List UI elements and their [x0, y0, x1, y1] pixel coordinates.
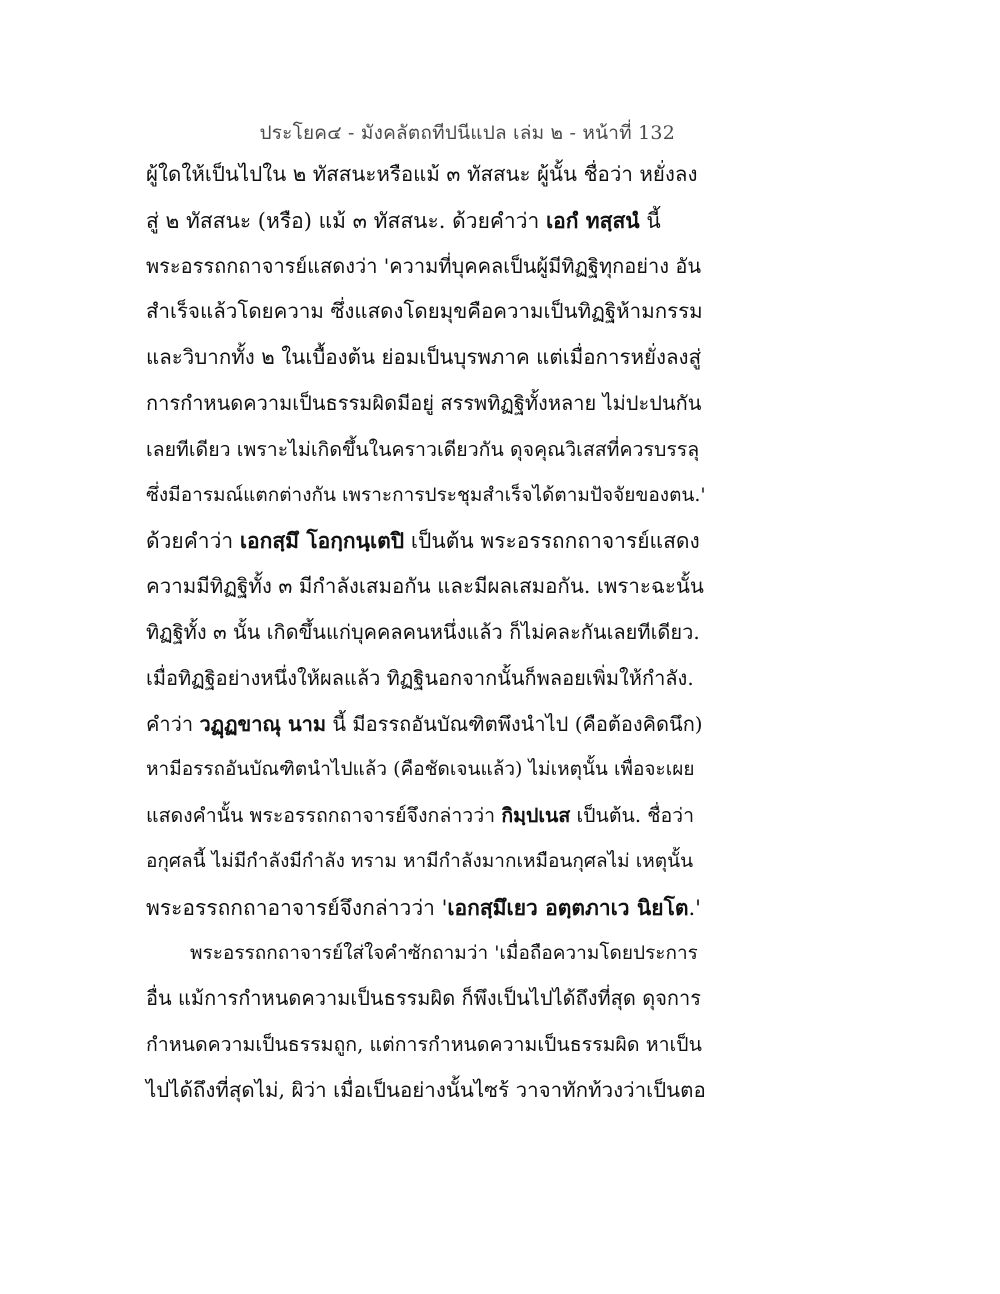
text-segment: กำหนดความเป็นธรรมถูก, แต่การกำหนดความเป็นธรรมผิด หาเป็น — [146, 1033, 702, 1057]
text-segment: เป็นต้น พระอรรถกถาจารย์แสดง — [404, 529, 700, 554]
text-line — [146, 976, 706, 1022]
text-line — [146, 793, 706, 839]
pali-term: เอกํ ทสฺสนํ — [545, 207, 640, 233]
text-line — [146, 885, 706, 931]
text-segment: ด้วยคำว่า — [146, 529, 240, 554]
text-line — [146, 381, 706, 427]
text-segment: พระอรรถกถาจารย์ใส่ใจคำซักถามว่า 'เมื่อถือความโดยประการ — [190, 941, 698, 964]
pali-term: กิมฺปเนส — [501, 804, 571, 828]
text-segment: อื่น แม้การกำหนดความเป็นธรรมผิด ก็พึงเป็นไปได้ถึงที่สุด ดุจการ — [146, 986, 702, 1011]
text-line — [146, 427, 706, 473]
text-segment: ความมีทิฏฐิทั้ง ๓ มีกำลังเสมอกัน และมีผลเสมอกัน. เพราะฉะนั้น — [146, 574, 704, 599]
text-line — [146, 931, 706, 977]
text-segment: และวิบากทั้ง ๒ ในเบื้องต้น ย่อมเป็นบุรพภาค แต่เมื่อการหยั่งลงสู่ — [146, 345, 702, 370]
text-segment: นี้ — [639, 208, 661, 233]
text-line — [146, 702, 706, 748]
text-segment: ซึ่งมีอารมณ์แตกต่างกัน เพราะการประชุมสำเร็จได้ตามปัจจัยของตน.' — [146, 483, 706, 506]
text-line — [146, 747, 706, 793]
text-line — [146, 839, 706, 885]
text-segment: สำเร็จแล้วโดยความ ซึ่งแสดงโดยมุขคือความเป็นทิฏฐิห้ามกรรม — [146, 299, 703, 324]
text-segment: ไปได้ถึงที่สุดไม่, ผิว่า เมื่อเป็นอย่างนั้นไซร้ วาจาทักท้วงว่าเป็นตอ — [146, 1077, 706, 1102]
text-segment: การกำหนดความเป็นธรรมผิดมีอยู่ สรรพทิฏฐิทั้งหลาย ไม่ปะปนกัน — [146, 390, 702, 415]
pali-term: เอกสฺมึเยว อตฺตภาเว นิยโต — [447, 894, 689, 920]
text-segment: พระอรรถกถาจารย์แสดงว่า 'ความที่บุคคลเป็นผู้มีทิฏฐิทุกอย่าง อัน — [146, 253, 702, 278]
text-segment: เมื่อทิฏฐิอย่างหนึ่งให้ผลแล้ว ทิฏฐินอกจากนั้นก็พลอยเพิ่มให้กำลัง. — [146, 665, 694, 690]
text-line — [146, 1068, 706, 1114]
text-segment: แสดงคำนั้น พระอรรถกถาจารย์จึงกล่าวว่า — [146, 804, 502, 828]
running-header: ประโยค๔ - มังคลัตถทีปนีแปล เล่ม ๒ - หน้าที่ 132 — [259, 122, 675, 144]
text-segment: คำว่า — [146, 711, 200, 736]
text-segment: นี้ มีอรรถอันบัณฑิตพึงนำไป (คือต้องคิดนึก) — [326, 711, 703, 736]
pali-term: เอกสฺมึ โอกฺกนฺเตปิ — [239, 528, 405, 554]
text-segment: ผู้ใดให้เป็นไปใน ๒ ทัสสนะหรือแม้ ๓ ทัสสนะ ผู้นั้น ชื่อว่า หยั่งลง — [146, 162, 698, 186]
text-line — [146, 656, 706, 702]
text-segment: ทิฏฐิทั้ง ๓ นั้น เกิดขึ้นแก่บุคคลคนหนึ่งแล้ว ก็ไม่คละกันเลยทีเดียว. — [146, 619, 700, 644]
text-segment: เป็นต้น. ชื่อว่า — [570, 804, 695, 828]
text-segment: เลยทีเดียว เพราะไม่เกิดขึ้นในคราวเดียวกัน ดุจคุณวิเสสที่ควรบรรลุ — [146, 437, 700, 461]
text-line — [146, 473, 706, 519]
text-segment: อกุศลนี้ ไม่มีกำลังมีกำลัง ทราม หามีกำลังมากเหมือนกุศลไม่ เหตุนั้น — [146, 849, 694, 872]
text-line — [146, 564, 706, 610]
text-line — [146, 1022, 706, 1068]
text-line — [146, 244, 706, 290]
text-line — [146, 518, 706, 564]
text-line — [146, 335, 706, 381]
text-line — [146, 289, 706, 335]
text-line — [146, 152, 706, 198]
text-segment: สู่ ๒ ทัสสนะ (หรือ) แม้ ๓ ทัสสนะ. ด้วยคำว่า — [146, 208, 546, 233]
text-segment: .' — [688, 895, 701, 920]
pali-term: วฏฺฏขาณุ นาม — [199, 711, 327, 736]
text-line — [146, 198, 706, 244]
body-text — [146, 152, 706, 1114]
text-segment: พระอรรถกถาอาจารย์จึงกล่าวว่า ' — [146, 895, 448, 920]
text-segment: หามีอรรถอันบัณฑิตนำไปแล้ว (คือชัดเจนแล้ว) ไม่เหตุนั้น เพื่อจะเผย — [146, 758, 695, 781]
text-line — [146, 610, 706, 656]
